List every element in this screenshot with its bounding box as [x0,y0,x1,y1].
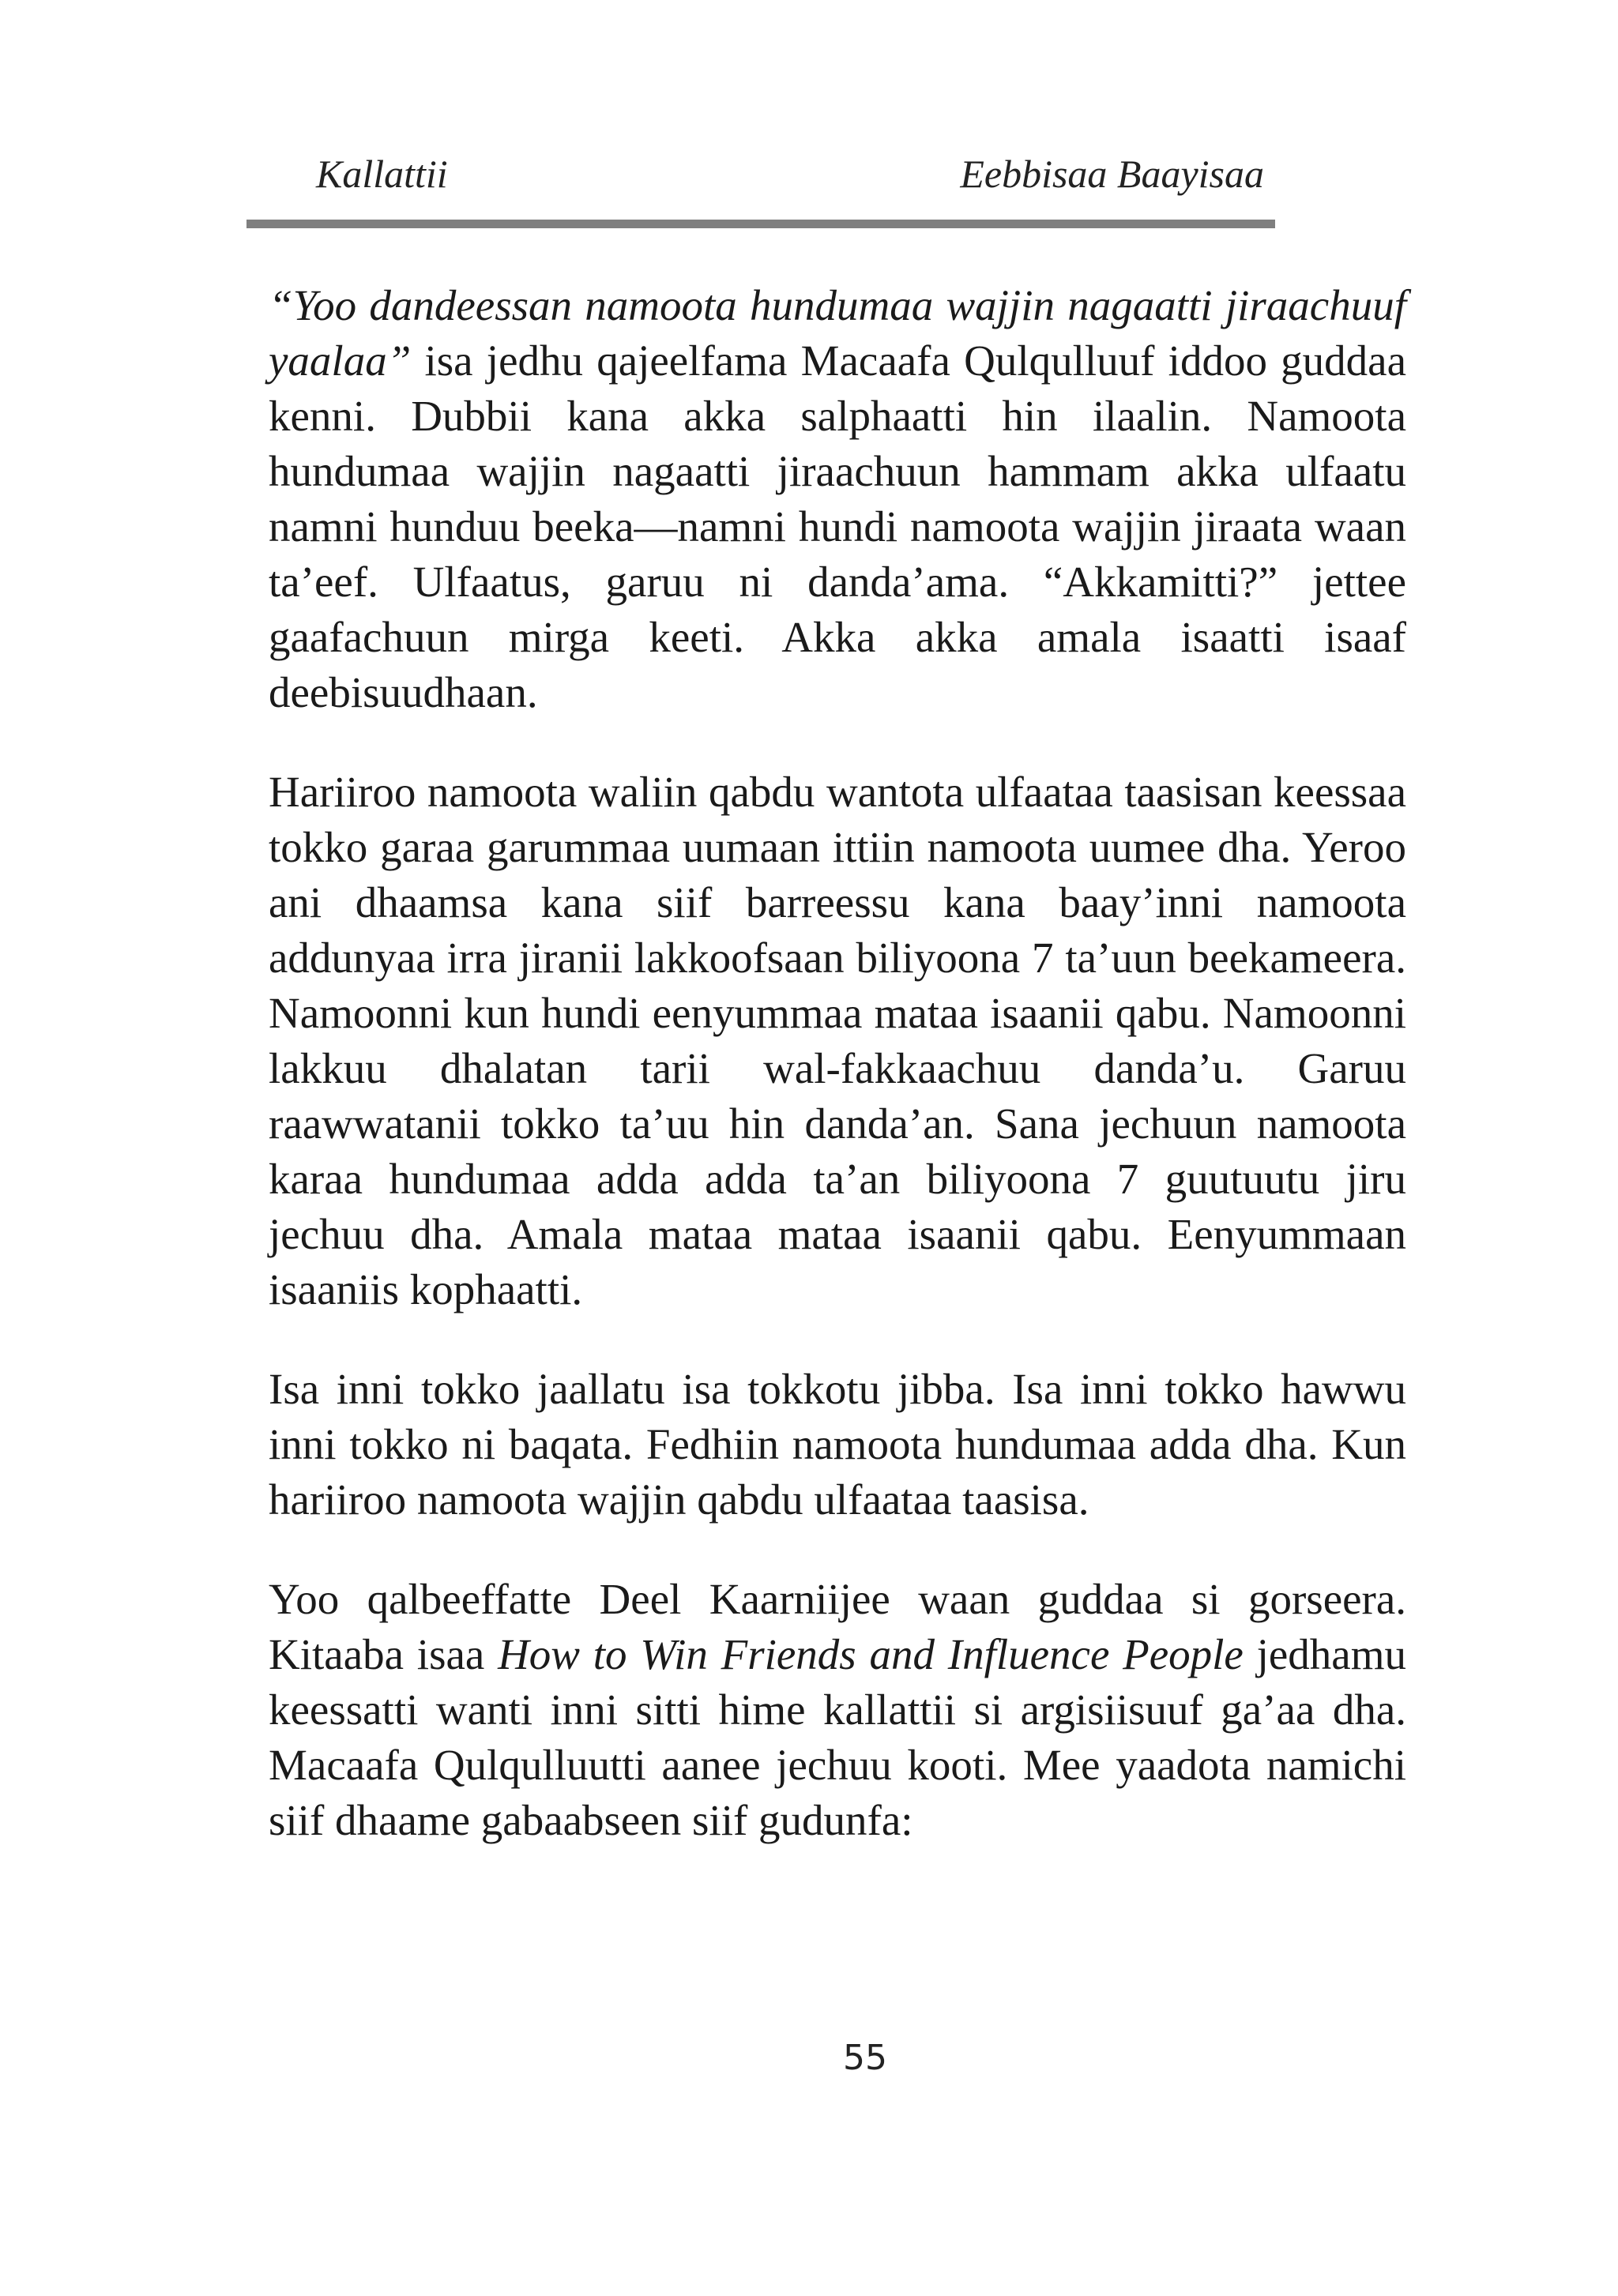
cited-book-title: How to Win Friends and Influence People [498,1630,1244,1678]
header-author-name: Eebbisaa Baayisaa [960,152,1264,196]
paragraph-4-text-after: jedhamu keessatti wanti inni sitti hime kallattii si argisiisuuf ga’aa dha. Macaafa Qulqulluutti aanee jechuu kooti. Mee yaadota namichi siif dhaame gabaabseen siif gudunfa: [269,1630,1406,1844]
header-divider [246,220,1275,228]
header-book-title: Kallattii [316,152,448,196]
paragraph-2: Hariiroo namoota waliin qabdu wantota ulfaataa taasisan keessaa tokko garaa garummaa uumaan ittiin namoota uumee dha. Yeroo ani dhaamsa kana siif barreessu kana baay’inni namoota addunyaa irra jiranii lakkoofsaan biliyoona 7 ta’uun beekameera. Namoonni kun hundi eenyummaa mataa isaanii qabu. Namoonni lakkuu dhalatan tarii wal-fakkaachuu danda’u. Garuu raawwatanii tokko ta’uu hin danda’an. Sana jechuun namoota karaa hundumaa adda adda ta’an biliyoona 7 guutuutu jiru jechuu dha. Amala mataa mataa isaanii qabu. Eenyummaan isaaniis kophaatti. [269,768,1406,1313]
body-text [269,278,1406,1892]
paragraph-4 [269,1572,1406,1848]
paragraph-1-text: isa jedhu qajeelfama Macaafa Qulqulluuf iddoo guddaa kenni. Dubbii kana akka salphaatti hin ilaalin. Namoota hundumaa wajjin nagaatti jiraachuun hammam akka ulfaatu namni hunduu beeka—namni hundi namoota wajjin jiraata waan ta’eef. Ulfaatus, garuu ni danda’ama. “Akkamitti?” jettee gaafachuun mirga keeti. Akka akka amala isaatti isaaf deebisuudhaan. [269,336,1406,716]
page-number: 55 [843,2038,887,2078]
paragraph-1 [269,278,1406,720]
paragraph-4-text-before: Yoo qalbeeffatte Deel Kaarniijee waan guddaa si gorseera. Kitaaba isaa [269,1575,1406,1678]
paragraph-3: Isa inni tokko jaallatu isa tokkotu jibba. Isa inni tokko hawwu inni tokko ni baqata. Fedhiin namoota hundumaa adda dha. Kun hariiroo namoota wajjin qabdu ulfaataa taasisa. [269,1365,1406,1524]
quoted-verse: “Yoo dandeessan namoota hundumaa wajjin nagaatti jiraachuuf yaalaa” [269,281,1406,385]
